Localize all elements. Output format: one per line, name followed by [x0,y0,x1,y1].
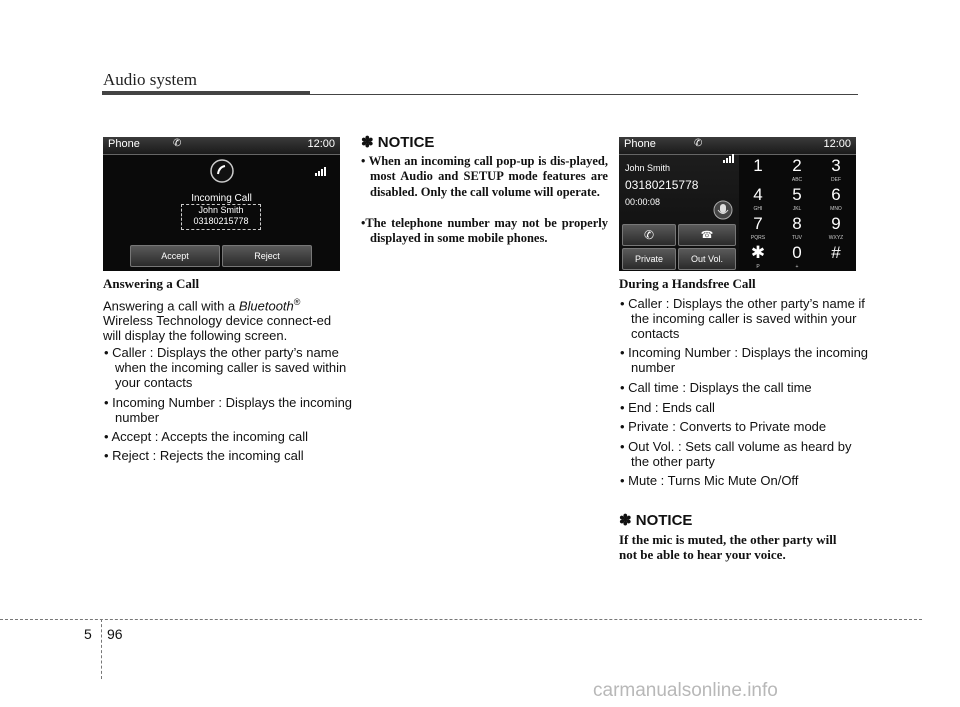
notice-heading: ✽ NOTICE [619,512,693,529]
incoming-call-icon [210,159,234,183]
handset-icon: ✆ [643,228,655,242]
notice-item-number: •The telephone number may not be properly displayed in some mobile phones. [361,216,608,246]
keypad [739,155,856,271]
key-letters: GHI [753,206,763,212]
phone-icon: ✆ [173,138,182,149]
key-digit: 9 [831,214,841,233]
keypad-key[interactable] [817,242,855,271]
handsfree-call-screen [619,137,856,271]
key-digit: 0 [792,243,802,262]
key-letters: P [756,264,760,270]
app-title: Phone [624,138,656,150]
hangup-button[interactable] [678,224,736,246]
bullet-incoming-number: • Incoming Number : Displays the incoming number [620,345,869,375]
signal-icon [313,165,329,177]
footer-vertical-rule [101,619,102,679]
key-letters: PQRS [750,235,766,241]
accept-button[interactable]: Accept [130,245,220,267]
key-digit: 4 [753,185,763,204]
footer-rule [0,619,922,620]
key-letters: MNO [830,206,842,212]
key-digit: 8 [792,214,802,233]
section-title: Audio system [103,70,197,89]
mute-mic-icon[interactable] [713,199,733,221]
caller-name: John Smith [625,163,671,173]
end-call-button[interactable] [622,224,676,246]
chapter-number: 5 [84,626,92,642]
bullet-reject: • Reject : Rejects the incoming call [104,448,304,463]
notice-mute-text: If the mic is muted, the other party will not be able to hear your voice. [619,532,837,563]
private-button[interactable]: Private [622,248,676,270]
caller-name: John Smith [198,205,244,215]
out-vol-button[interactable]: Out Vol. [678,248,736,270]
caller-number: 03180215778 [625,178,699,192]
handsfree-heading: During a Handsfree Call [619,276,756,291]
bullet-mute: • Mute : Turns Mic Mute On/Off [620,473,799,488]
header-rule-thin [308,94,858,95]
keypad-key[interactable] [739,242,777,271]
key-digit: 5 [792,185,802,204]
reject-button[interactable]: Reject [222,245,312,267]
notice-item-popup: • When an incoming call pop-up is dis-played, most Audio and SETUP mode features are disabled. Only the call volume will operate. [361,154,608,199]
hangup-icon: ☎ [700,230,714,241]
intro-text-2: Wireless Technology device connect-ed will display the following screen. [103,313,332,344]
key-digit: 6 [831,185,841,204]
key-letters: ABC [791,177,803,183]
key-letters: JKL [792,206,802,212]
clock: 12:00 [823,138,851,150]
key-digit: 7 [753,214,763,233]
bullet-caller: • Caller : Displays the other party’s name if the incoming caller is saved within your contacts [620,296,865,341]
key-letters: WXYZ [828,235,844,241]
brand-name: Bluetooth [238,298,294,314]
bullet-out-vol: • Out Vol. : Sets call volume as heard by the other party [620,439,852,469]
status-bar [619,137,856,155]
incoming-call-screen [103,137,340,271]
answering-heading: Answering a Call [103,276,200,291]
header-rule-thick [102,91,310,95]
keypad-key[interactable] [778,242,816,271]
call-time: 00:00:08 [625,197,661,207]
bullet-end: • End : Ends call [620,400,715,415]
key-letters: TUV [792,235,802,241]
bullet-private: • Private : Converts to Private mode [620,419,827,434]
key-digit: # [831,243,841,262]
phone-icon: ✆ [694,138,703,149]
key-digit: 1 [753,156,763,175]
caller-number: 03180215778 [193,216,249,226]
key-digit: 2 [792,156,802,175]
signal-icon [721,152,737,164]
caller-info-box [181,204,261,230]
bullet-incoming-number: • Incoming Number : Displays the incoming number [104,395,353,425]
notice-heading: ✽ NOTICE [361,134,435,151]
page-number: 96 [107,626,123,642]
watermark: carmanualsonline.info [593,680,778,701]
intro-text: Answering a call with a [103,298,239,314]
clock: 12:00 [307,138,335,150]
answering-intro [103,295,340,343]
key-letters: + [795,264,799,270]
registered-mark: ® [293,297,301,307]
key-digit: ✱ [750,243,766,262]
key-digit: 3 [831,156,841,175]
app-title: Phone [108,138,140,150]
key-letters: DEF [831,177,841,183]
bullet-call-time: • Call time : Displays the call time [620,380,812,395]
bullet-caller: • Caller : Displays the other party’s name when the incoming caller is saved within your contacts [104,345,347,390]
status-bar [103,137,340,155]
bullet-accept: • Accept : Accepts the incoming call [104,429,308,444]
popup-title: Incoming Call [191,193,252,204]
